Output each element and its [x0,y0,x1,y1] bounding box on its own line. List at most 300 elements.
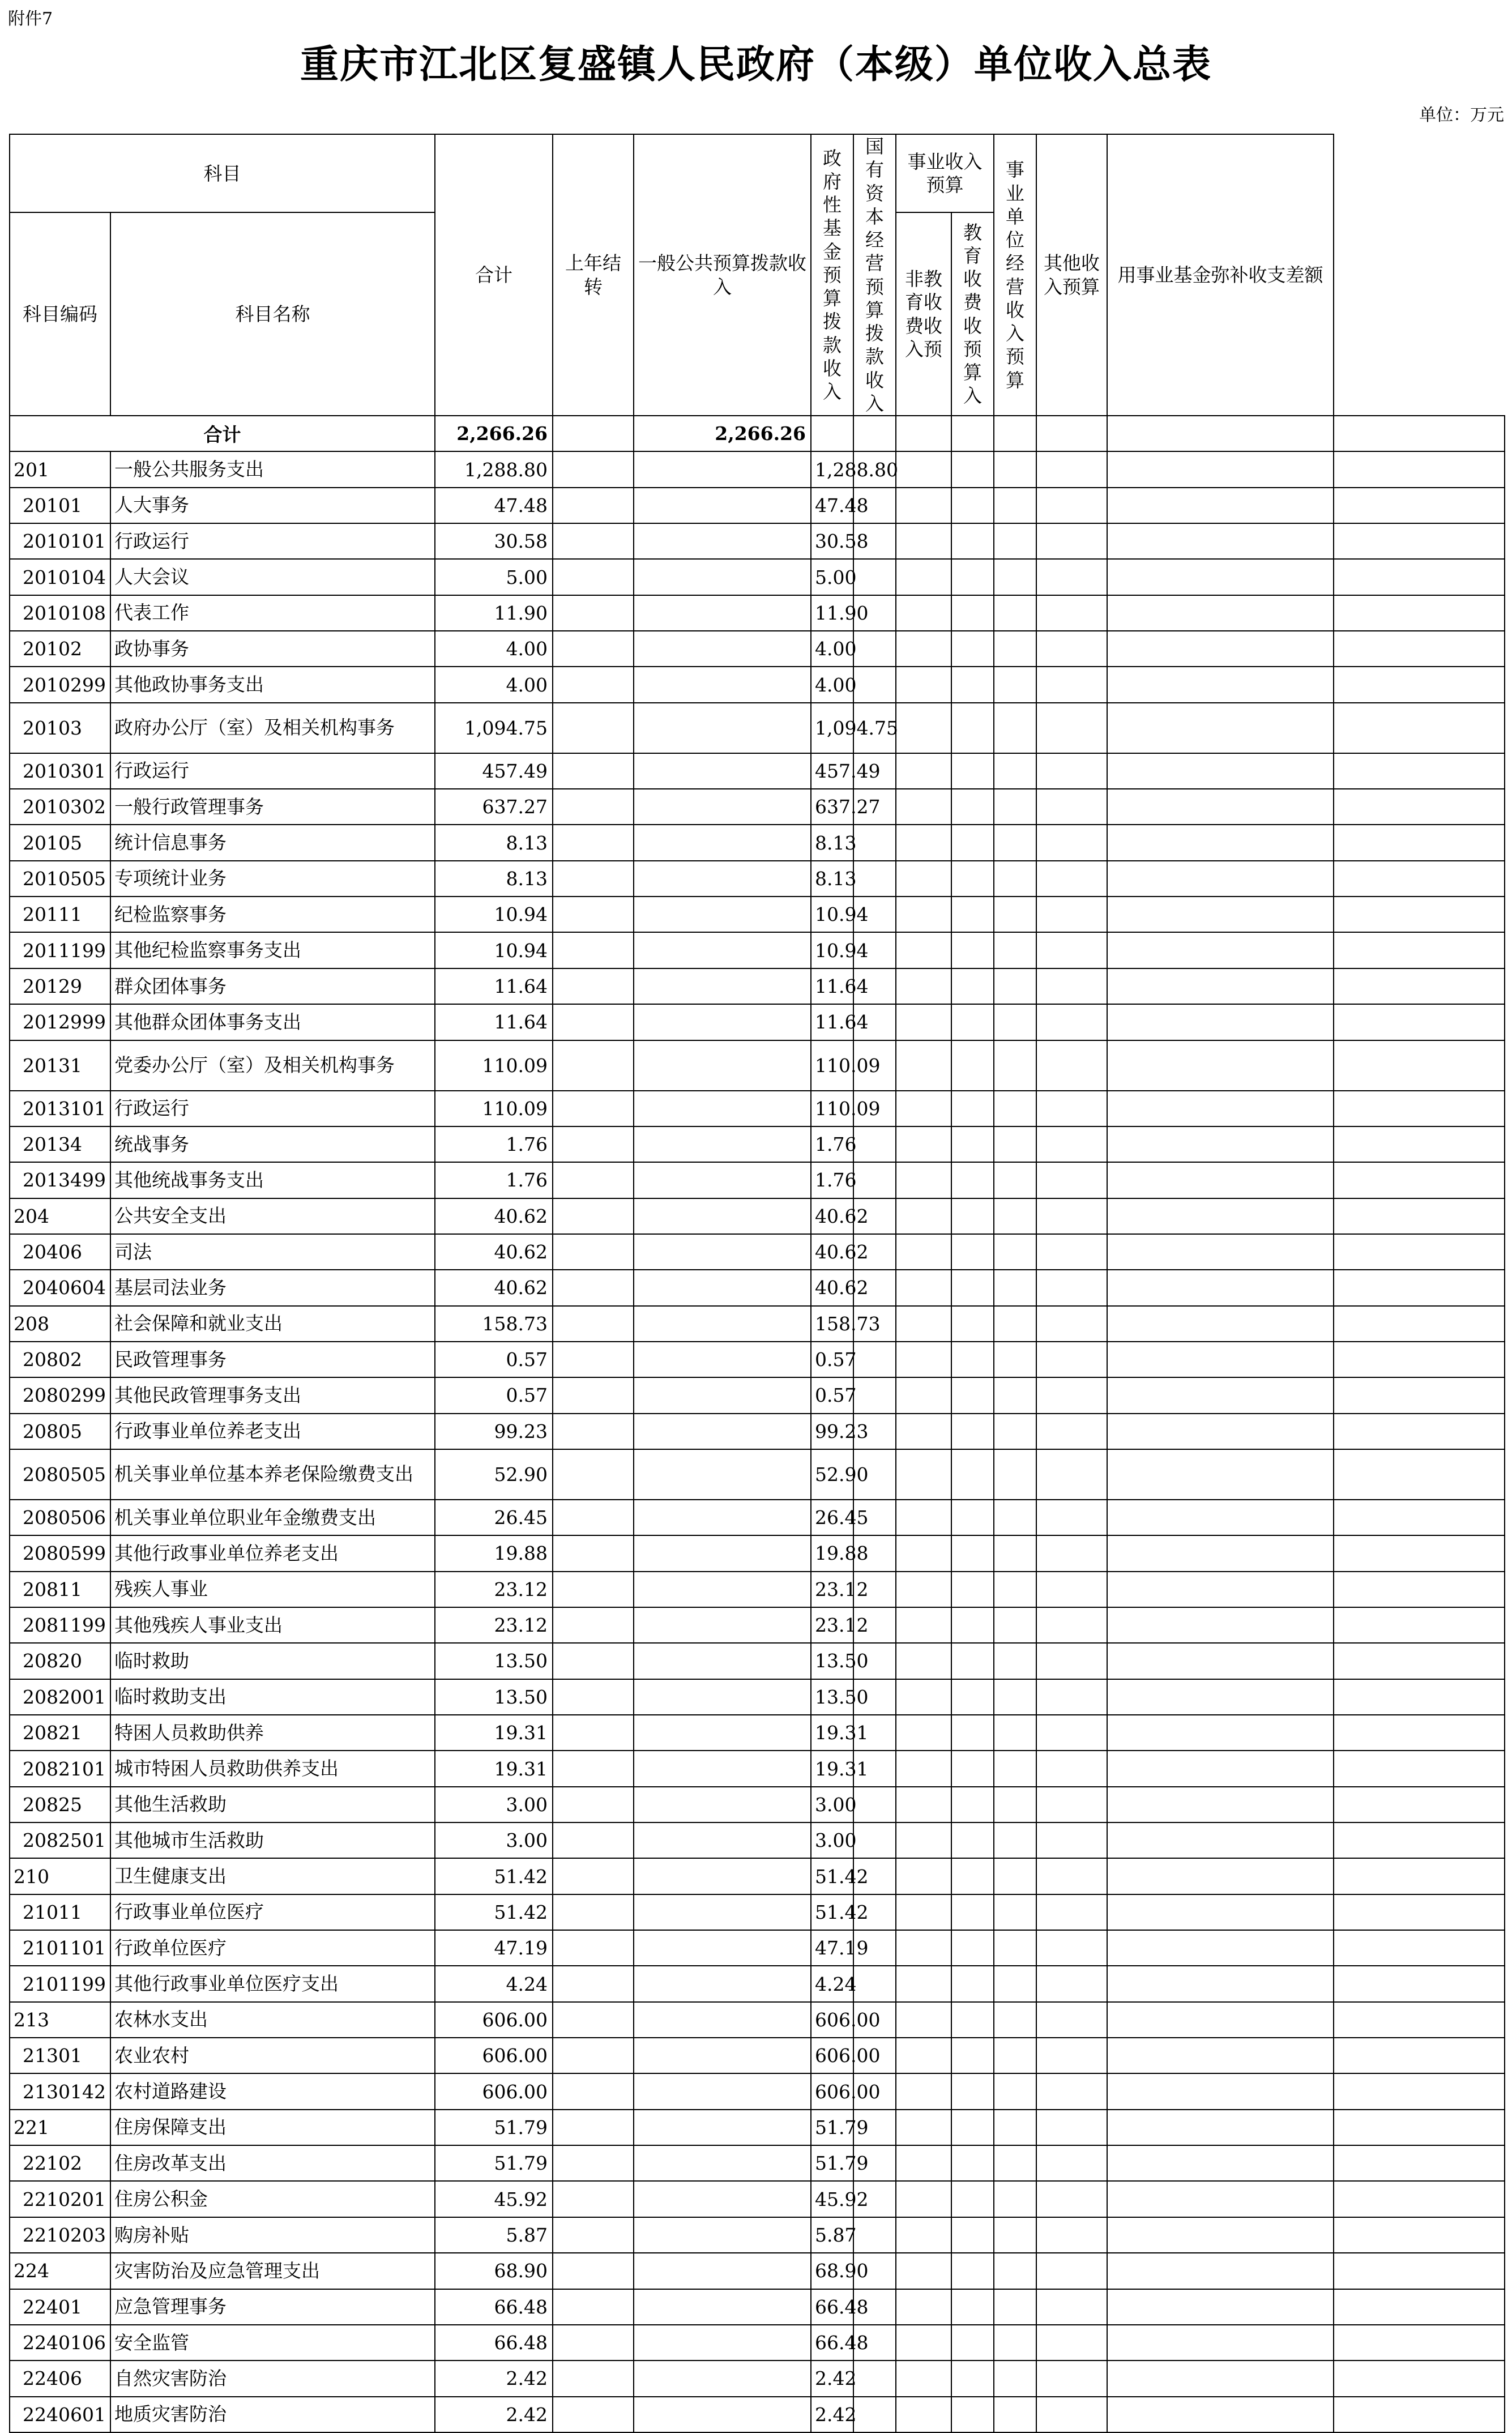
row-edu-fee [994,595,1036,631]
subject-name: 其他群众团体事务支出 [110,1004,435,1040]
row-business-operating [1036,1607,1107,1643]
row-state-capital [896,1930,951,1966]
subject-name: 地质灾害防治 [110,2397,435,2432]
row-state-capital [896,523,951,559]
table-row [10,1822,1505,1858]
table-row [10,1643,1505,1679]
table-row [10,1198,1505,1234]
row-other-income [1107,1751,1334,1786]
subject-name: 应急管理事务 [110,2289,435,2325]
row-edu-fee [994,2002,1036,2038]
row-total: 0.57 [435,1342,553,1377]
row-business-operating [1036,2145,1107,2181]
subject-code: 20129 [10,968,110,1004]
row-edu-fee [994,488,1036,523]
subject-name: 行政单位医疗 [110,1930,435,1966]
table-row [10,1004,1505,1040]
subject-name: 行政运行 [110,753,435,789]
row-gov-fund [853,2217,896,2253]
row-non-edu-fee [951,2361,994,2396]
row-blank [634,861,811,897]
row-edu-fee [994,1787,1036,1822]
row-fund-subsidy [1334,2181,1505,2217]
row-carryover [553,2325,634,2361]
row-other-income [1107,1930,1334,1966]
row-other-income [1107,1500,1334,1535]
row-non-edu-fee [951,1607,994,1643]
row-carryover [553,1414,634,1449]
row-fund-subsidy [1334,1040,1505,1091]
subject-code: 20134 [10,1126,110,1162]
row-non-edu-fee [951,1787,994,1822]
header-subject-name: 科目名称 [110,212,435,416]
row-state-capital [896,753,951,789]
row-state-capital [896,451,951,487]
subject-name: 其他行政事业单位医疗支出 [110,1966,435,2001]
row-carryover [553,2073,634,2109]
row-blank [634,1414,811,1449]
row-blank [634,1500,811,1535]
subject-name: 行政运行 [110,523,435,559]
row-general-budget: 47.48 [811,488,853,523]
row-blank [634,1966,811,2001]
table-row [10,1162,1505,1198]
row-general-budget: 158.73 [811,1306,853,1342]
row-total: 158.73 [435,1306,553,1342]
row-general-budget: 40.62 [811,1270,853,1305]
row-other-income [1107,451,1334,487]
row-blank [634,2361,811,2396]
row-edu-fee [994,1198,1036,1234]
row-total: 606.00 [435,2038,553,2073]
row-other-income [1107,2361,1334,2396]
row-general-budget: 1.76 [811,1162,853,1198]
row-blank [634,1004,811,1040]
row-fund-subsidy [1334,631,1505,667]
row-fund-subsidy [1334,1715,1505,1751]
row-business-operating [1036,2110,1107,2145]
row-business-operating [1036,861,1107,897]
row-carryover [553,2002,634,2038]
row-edu-fee [994,451,1036,487]
row-fund-subsidy [1334,1449,1505,1500]
row-blank [634,559,811,595]
row-blank [634,1858,811,1894]
subject-code: 2010302 [10,789,110,825]
row-fund-subsidy [1334,932,1505,968]
subject-name: 统计信息事务 [110,825,435,860]
row-other-income [1107,1449,1334,1500]
row-general-budget: 11.64 [811,968,853,1004]
row-general-budget: 4.24 [811,1966,853,2001]
row-blank [634,1234,811,1270]
row-fund-subsidy [1334,1787,1505,1822]
row-carryover [553,1449,634,1500]
row-carryover [553,1751,634,1786]
subject-name: 临时救助 [110,1643,435,1679]
row-carryover [553,631,634,667]
row-state-capital [896,1894,951,1930]
row-general-budget: 66.48 [811,2289,853,2325]
row-business-operating [1036,1751,1107,1786]
row-blank [634,2002,811,2038]
row-total: 40.62 [435,1234,553,1270]
row-non-edu-fee [951,451,994,487]
row-fund-subsidy [1334,1822,1505,1858]
row-blank [634,1643,811,1679]
row-carryover [553,1894,634,1930]
table-row [10,897,1505,932]
row-carryover [553,825,634,860]
row-fund-subsidy [1334,2002,1505,2038]
row-fund-subsidy [1334,1930,1505,1966]
row-other-income [1107,2038,1334,2073]
row-total: 47.19 [435,1930,553,1966]
row-gov-fund [853,1787,896,1822]
row-non-edu-fee [951,1162,994,1198]
row-edu-fee [994,631,1036,667]
row-state-capital [896,1500,951,1535]
row-state-capital [896,1822,951,1858]
row-edu-fee [994,897,1036,932]
row-edu-fee [994,2181,1036,2217]
row-non-edu-fee [951,1822,994,1858]
row-business-operating [1036,703,1107,753]
row-total: 45.92 [435,2181,553,2217]
row-general-budget: 51.79 [811,2145,853,2181]
table-row [10,2181,1505,2217]
row-general-budget: 19.31 [811,1715,853,1751]
row-blank [634,1270,811,1305]
row-state-capital [896,1126,951,1162]
row-state-capital [896,1162,951,1198]
row-state-capital [896,1091,951,1126]
row-blank [634,1091,811,1126]
row-blank [634,2217,811,2253]
header-subject-code: 科目编码 [10,212,110,416]
subject-code: 210 [10,1858,110,1894]
row-other-income [1107,1040,1334,1091]
row-state-capital [896,1715,951,1751]
subject-code: 2080506 [10,1500,110,1535]
table-row [10,667,1505,702]
row-edu-fee [994,1162,1036,1198]
table-row [10,932,1505,968]
row-state-capital [896,2181,951,2217]
row-general-budget: 3.00 [811,1822,853,1858]
row-state-capital [896,932,951,968]
table-row [10,1091,1505,1126]
row-fund-subsidy [1334,595,1505,631]
table-row [10,1572,1505,1607]
row-general-budget: 4.00 [811,667,853,702]
header-non-edu-fee: 非教育收费收入预 [896,212,951,416]
row-gov-fund [853,1162,896,1198]
row-blank [634,667,811,702]
row-blank [634,488,811,523]
row-business-operating [1036,1966,1107,2001]
row-blank [634,2110,811,2145]
row-business-operating [1036,1342,1107,1377]
row-fund-subsidy [1334,1091,1505,1126]
row-non-edu-fee [951,1126,994,1162]
row-carryover [553,1004,634,1040]
row-total: 51.42 [435,1894,553,1930]
row-other-income [1107,559,1334,595]
row-non-edu-fee [951,1679,994,1715]
row-edu-fee [994,1500,1036,1535]
row-state-capital [896,559,951,595]
subject-name: 专项统计业务 [110,861,435,897]
row-business-operating [1036,595,1107,631]
subject-code: 204 [10,1198,110,1234]
row-blank [634,2325,811,2361]
row-blank [634,703,811,753]
subject-code: 2010104 [10,559,110,595]
row-other-income [1107,1377,1334,1413]
header-subject: 科目 [10,134,435,212]
row-general-budget: 110.09 [811,1091,853,1126]
row-general-budget: 5.00 [811,559,853,595]
subject-code: 2210203 [10,2217,110,2253]
table-row [10,2110,1505,2145]
row-fund-subsidy [1334,2145,1505,2181]
row-blank [634,1715,811,1751]
row-fund-subsidy [1334,1162,1505,1198]
row-total: 1,288.80 [435,451,553,487]
row-other-income [1107,1966,1334,2001]
row-state-capital [896,631,951,667]
row-edu-fee [994,2038,1036,2073]
row-business-operating [1036,2289,1107,2325]
subject-code: 2082501 [10,1822,110,1858]
row-edu-fee [994,753,1036,789]
row-blank [634,1449,811,1500]
subject-code: 2082001 [10,1679,110,1715]
row-other-income [1107,897,1334,932]
row-total: 51.79 [435,2110,553,2145]
row-carryover [553,559,634,595]
row-carryover [553,1966,634,2001]
row-business-operating [1036,523,1107,559]
table-row [10,789,1505,825]
row-other-income [1107,488,1334,523]
row-total: 4.00 [435,667,553,702]
subject-code: 201 [10,451,110,487]
row-non-edu-fee [951,559,994,595]
row-state-capital [896,1751,951,1786]
subject-name: 统战事务 [110,1126,435,1162]
subject-name: 住房公积金 [110,2181,435,2217]
header-general-budget: 一般公共预算拨款收入 [634,134,811,416]
row-carryover [553,2217,634,2253]
row-business-operating [1036,1004,1107,1040]
row-carryover [553,2289,634,2325]
subject-name: 农业农村 [110,2038,435,2073]
row-state-capital [896,968,951,1004]
subject-name: 人大会议 [110,559,435,595]
subject-code: 2010301 [10,753,110,789]
row-general-budget: 26.45 [811,1500,853,1535]
row-state-capital [896,1040,951,1091]
subject-name: 其他城市生活救助 [110,1822,435,1858]
row-gov-fund [853,861,896,897]
row-business-operating [1036,825,1107,860]
row-non-edu-fee [951,703,994,753]
header-total: 合计 [435,134,553,416]
row-gov-fund [853,825,896,860]
row-state-capital [896,1306,951,1342]
subject-name: 自然灾害防治 [110,2361,435,2396]
row-carryover [553,968,634,1004]
row-other-income [1107,789,1334,825]
row-edu-fee [994,2073,1036,2109]
row-general-budget: 606.00 [811,2002,853,2038]
row-state-capital [896,2038,951,2073]
row-carryover [553,703,634,753]
row-total: 2.42 [435,2361,553,2396]
row-business-operating [1036,1679,1107,1715]
table-row [10,2038,1505,2073]
header-gov-fund: 政府性基金预算拨款收入 [811,134,853,416]
row-general-budget: 99.23 [811,1414,853,1449]
row-edu-fee [994,2361,1036,2396]
subject-code: 224 [10,2253,110,2289]
total-row [10,416,1505,451]
row-non-edu-fee [951,2253,994,2289]
row-business-operating [1036,1535,1107,1571]
row-business-operating [1036,2181,1107,2217]
row-business-operating [1036,1572,1107,1607]
row-fund-subsidy [1334,1270,1505,1305]
table-row [10,1306,1505,1342]
row-business-operating [1036,2361,1107,2396]
row-general-budget: 13.50 [811,1679,853,1715]
row-edu-fee [994,1822,1036,1858]
subject-code: 2101199 [10,1966,110,2001]
row-total: 3.00 [435,1787,553,1822]
row-other-income [1107,1306,1334,1342]
subject-code: 20111 [10,897,110,932]
row-non-edu-fee [951,1234,994,1270]
row-blank [634,1572,811,1607]
row-general-budget: 11.90 [811,595,853,631]
row-business-operating [1036,2217,1107,2253]
row-carryover [553,1091,634,1126]
row-carryover [553,1607,634,1643]
row-gov-fund [853,2397,896,2432]
row-blank [634,825,811,860]
subject-code: 2240601 [10,2397,110,2432]
row-edu-fee [994,523,1036,559]
row-non-edu-fee [951,825,994,860]
row-business-operating [1036,1234,1107,1270]
row-business-operating [1036,1198,1107,1234]
row-business-operating [1036,1306,1107,1342]
subject-code: 208 [10,1306,110,1342]
row-general-budget: 1.76 [811,1126,853,1162]
row-edu-fee [994,1342,1036,1377]
row-carryover [553,861,634,897]
header-state-capital: 国有资本经营预算拨款收入 [853,134,896,416]
row-gov-fund [853,1822,896,1858]
subject-code: 2013101 [10,1091,110,1126]
row-general-budget: 1,288.80 [811,451,853,487]
row-non-edu-fee [951,861,994,897]
row-carryover [553,1342,634,1377]
row-general-budget: 19.31 [811,1751,853,1786]
row-fund-subsidy [1334,1643,1505,1679]
table-row [10,1377,1505,1413]
subject-name: 政协事务 [110,631,435,667]
row-total: 10.94 [435,932,553,968]
row-general-budget: 13.50 [811,1643,853,1679]
row-blank [634,1822,811,1858]
row-general-budget: 51.42 [811,1894,853,1930]
row-edu-fee [994,789,1036,825]
row-other-income [1107,1234,1334,1270]
row-carryover [553,1234,634,1270]
row-carryover [553,753,634,789]
row-state-capital [896,861,951,897]
table-row [10,559,1505,595]
row-non-edu-fee [951,1643,994,1679]
row-business-operating [1036,1091,1107,1126]
row-total: 26.45 [435,1500,553,1535]
row-other-income [1107,631,1334,667]
row-edu-fee [994,1858,1036,1894]
row-total: 110.09 [435,1091,553,1126]
row-carryover [553,1572,634,1607]
subject-code: 2080599 [10,1535,110,1571]
row-fund-subsidy [1334,1126,1505,1162]
row-fund-subsidy [1334,523,1505,559]
row-state-capital [896,1787,951,1822]
row-edu-fee [994,1270,1036,1305]
row-non-edu-fee [951,2289,994,2325]
row-non-edu-fee [951,2073,994,2109]
row-business-operating [1036,1822,1107,1858]
row-fund-subsidy [1334,1414,1505,1449]
row-business-operating [1036,2325,1107,2361]
row-fund-subsidy [1334,1679,1505,1715]
row-carryover [553,451,634,487]
row-fund-subsidy [1334,1004,1505,1040]
subject-name: 代表工作 [110,595,435,631]
row-general-budget: 0.57 [811,1342,853,1377]
row-business-operating [1036,2038,1107,2073]
table-row [10,1858,1505,1894]
subject-code: 20825 [10,1787,110,1822]
subject-name: 党委办公厅（室）及相关机构事务 [110,1040,435,1091]
row-blank [634,2253,811,2289]
row-business-operating [1036,1643,1107,1679]
row-fund-subsidy [1334,825,1505,860]
row-other-income [1107,1004,1334,1040]
row-state-capital [896,1377,951,1413]
subject-code: 20805 [10,1414,110,1449]
row-total: 51.42 [435,1858,553,1894]
table-row [10,2073,1505,2109]
row-business-operating [1036,1894,1107,1930]
row-state-capital [896,1858,951,1894]
table-row [10,1342,1505,1377]
row-total: 13.50 [435,1643,553,1679]
page-title: 重庆市江北区复盛镇人民政府（本级）单位收入总表 [300,42,1212,87]
table-row [10,2217,1505,2253]
row-non-edu-fee [951,488,994,523]
subject-code: 20811 [10,1572,110,1607]
